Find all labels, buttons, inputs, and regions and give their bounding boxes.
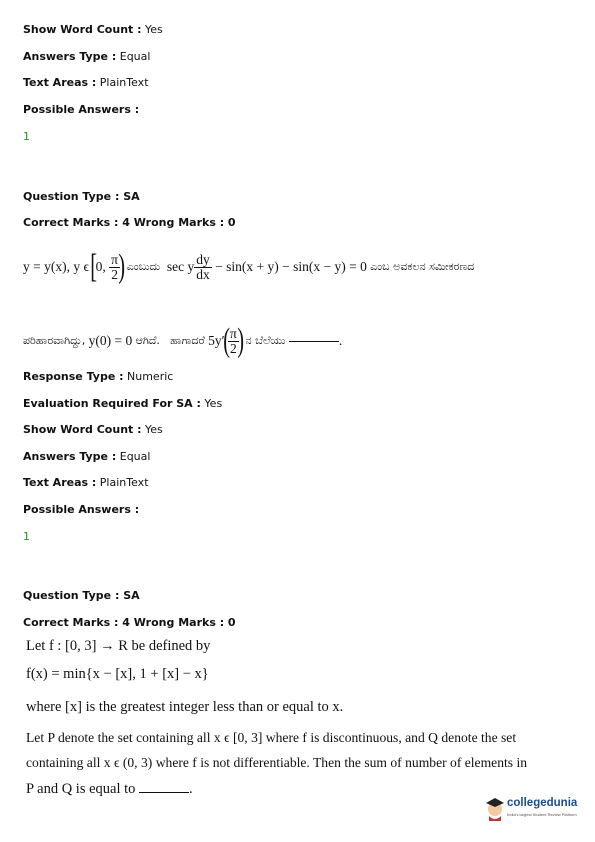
logo-tagline: India's largest Student Review Platform (507, 812, 577, 817)
paren-close-b: ) (237, 322, 244, 359)
possible-answer-value-2: 1 (23, 530, 30, 543)
question-line-2: ಪರಿಹಾರವಾಗಿದ್ದು, y(0) = 0 ಆಗಿದೆ. ಹಾಗಾದರೆ 5y′ ( $\frac{\pi}{2}$ ) ನ ಬೆಲೆಯು . (23, 322, 343, 359)
possible-answers-label: Possible Answers : (23, 103, 140, 116)
possible-answer-value: 1 (23, 130, 30, 143)
text-areas: Text Areas : PlainText (23, 76, 149, 89)
possible-answers-label-2: Possible Answers : (23, 503, 140, 516)
answer-blank (289, 341, 339, 342)
q3-line-3: where [x] is the greatest integer less than or equal to x. (26, 699, 344, 715)
response-type: Response Type : Numeric (23, 370, 174, 383)
question-marks: Correct Marks : 4 Wrong Marks : 0 (23, 216, 236, 229)
show-word-count: Show Word Count : Yes (23, 23, 163, 36)
question-marks-3: Correct Marks : 4 Wrong Marks : 0 (23, 616, 236, 629)
answer-blank-3 (139, 792, 189, 793)
answers-type: Answers Type : Equal (23, 50, 151, 63)
question-line-1: y = y(x), y ϵ [ 0, $\frac{\pi}{2}$ ) ಎಂಬುದು sec y $\frac{dy}{dx}$ − sin(x + y) − sin(x − y) = 0 ಎಂಬ ಅವಕಲನ ಸಮೀಕರಣದ (23, 248, 475, 285)
fraction-pi-2-b: $\frac{\pi}{2}$ (229, 325, 237, 356)
answers-type-2: Answers Type : Equal (23, 450, 151, 463)
logo-text: collegedunia (507, 797, 578, 809)
q3-line-1: Let f : [0, 3] → R be defined by (26, 638, 211, 654)
text-areas-2: Text Areas : PlainText (23, 476, 149, 489)
fraction-pi-2: $\frac{\pi}{2}$ (111, 251, 118, 282)
q3-line-2: f(x) = min{x − [x], 1 + [x] − x} (26, 666, 209, 682)
fraction-dy-dx: $\frac{dy}{dx}$ (196, 251, 210, 282)
q3-line-6: P and Q is equal to . (26, 781, 193, 797)
paren-open: ( (222, 322, 230, 359)
question-type: Question Type : SA (23, 190, 140, 203)
q3-line-4: Let P denote the set containing all x ϵ [0, 3] where f is discontinuous, and Q denote the set (26, 730, 517, 745)
question-type-3: Question Type : SA (23, 589, 140, 602)
bracket-open: [ (90, 248, 98, 285)
collegedunia-logo (484, 794, 576, 822)
evaluation-required: Evaluation Required For SA : Yes (23, 397, 223, 410)
show-word-count-2: Show Word Count : Yes (23, 423, 163, 436)
paren-close: ) (118, 248, 126, 285)
q3-line-5: containing all x ϵ (0, 3) where f is not differentiable. Then the sum of number of elements in (26, 755, 528, 770)
